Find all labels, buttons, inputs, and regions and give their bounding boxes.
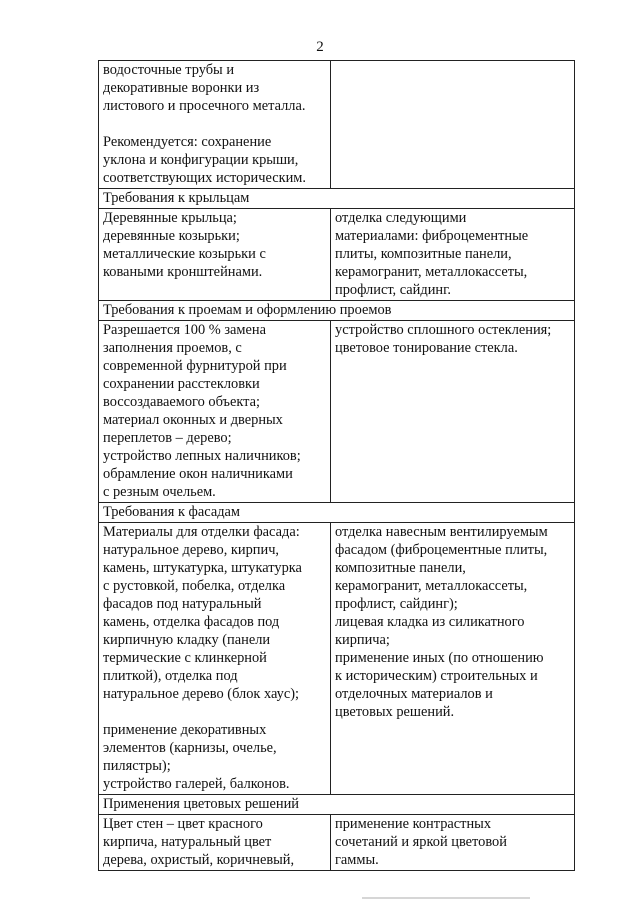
- paragraph-gap: [103, 703, 327, 721]
- section-title: Требования к фасадам: [99, 503, 575, 523]
- cell-text-line: гаммы.: [335, 852, 379, 868]
- table-row: [99, 321, 575, 503]
- cell-text-line: применение контрастных: [335, 816, 492, 832]
- cell-text-line: с рустовкой, побелка, отделка: [103, 578, 286, 594]
- cell-text-line: сочетаний и яркой цветовой: [335, 834, 507, 850]
- cell-text-line: декоративные воронки из: [103, 80, 260, 96]
- cell-text-line: пилястры);: [103, 758, 171, 774]
- cell-text-line: к историческим) строительных и: [335, 668, 538, 684]
- table-row: [99, 523, 575, 795]
- cell-text-line: соответствующих историческим.: [103, 170, 306, 186]
- cell-text-line: плиткой), отделка под: [103, 668, 238, 684]
- section-title: Требования к проемам и оформлению проемов: [99, 301, 575, 321]
- cell-text-line: натуральное дерево, кирпич,: [103, 542, 280, 558]
- cell-text-line: отделка навесным вентилируемым: [335, 524, 548, 540]
- cell-text-line: деревянные козырьки;: [103, 228, 240, 244]
- cell-text-line: профлист, сайдинг.: [335, 282, 451, 298]
- cell-text-line: профлист, сайдинг);: [335, 596, 458, 612]
- cell-text-line: Деревянные крыльца;: [103, 210, 237, 226]
- cell-text-line: заполнения проемов, с: [103, 340, 242, 356]
- prohibited-cell: [331, 209, 575, 301]
- cell-text-line: цветовых решений.: [335, 704, 455, 720]
- cell-text-line: водосточные трубы и: [103, 62, 235, 78]
- cell-text-line: воссоздаваемого объекта;: [103, 394, 261, 410]
- cell-text-line: применение декоративных: [103, 722, 267, 738]
- cell-text-line: композитные панели,: [335, 560, 466, 576]
- cell-text-line: листового и просечного металла.: [103, 98, 306, 114]
- cell-text-line: Материалы для отделки фасада:: [103, 524, 300, 540]
- allowed-cell: [99, 321, 331, 503]
- cell-text-line: фасадом (фиброцементные плиты,: [335, 542, 548, 558]
- cell-text-line: применение иных (по отношению: [335, 650, 544, 666]
- cell-text-line: материал оконных и дверных: [103, 412, 283, 428]
- allowed-cell: [99, 61, 331, 189]
- cell-text-line: керамогранит, металлокассеты,: [335, 264, 528, 280]
- cell-text-line: лицевая кладка из силикатного: [335, 614, 525, 630]
- cell-text-line: дерева, охристый, коричневый,: [103, 852, 295, 868]
- requirements-table: [98, 60, 575, 871]
- table-row: [99, 815, 575, 871]
- section-header-row: [99, 503, 575, 523]
- cell-text-line: устройство галерей, балконов.: [103, 776, 290, 792]
- cell-text-line: современной фурнитурой при: [103, 358, 287, 374]
- cell-text-line: сохранении расстекловки: [103, 376, 260, 392]
- cell-text-line: Рекомендуется: сохранение: [103, 134, 272, 150]
- cell-text-line: элементов (карнизы, очелье,: [103, 740, 277, 756]
- cell-text-line: уклона и конфигурации крыши,: [103, 152, 299, 168]
- cell-text-line: камень, отделка фасадов под: [103, 614, 280, 630]
- prohibited-cell: [331, 61, 575, 189]
- section-title: Применения цветовых решений: [99, 795, 575, 815]
- cell-text-line: коваными кронштейнами.: [103, 264, 263, 280]
- prohibited-cell: [331, 321, 575, 503]
- cell-text-line: керамогранит, металлокассеты,: [335, 578, 528, 594]
- prohibited-cell: [331, 815, 575, 871]
- cell-text-line: с резным очельем.: [103, 484, 216, 500]
- cell-text-line: устройство сплошного остекления;: [335, 322, 552, 338]
- cell-text-line: Цвет стен – цвет красного: [103, 816, 263, 832]
- section-header-row: [99, 301, 575, 321]
- paragraph-gap: [103, 115, 327, 133]
- cell-text-line: материалами: фиброцементные: [335, 228, 529, 244]
- cell-text-line: кирпичную кладку (панели: [103, 632, 271, 648]
- prohibited-cell: [331, 523, 575, 795]
- cell-text-line: обрамление окон наличниками: [103, 466, 293, 482]
- table-row: [99, 209, 575, 301]
- section-title: Требования к крыльцам: [99, 189, 575, 209]
- cell-text-line: переплетов – дерево;: [103, 430, 232, 446]
- cell-text-line: устройство лепных наличников;: [103, 448, 301, 464]
- allowed-cell: [99, 815, 331, 871]
- cell-text-line: натуральное дерево (блок хаус);: [103, 686, 300, 702]
- cell-text-line: кирпича;: [335, 632, 390, 648]
- cell-text-line: металлические козырьки с: [103, 246, 266, 262]
- cell-text-line: отделочных материалов и: [335, 686, 493, 702]
- allowed-cell: [99, 209, 331, 301]
- page-number: 2: [316, 39, 324, 55]
- cell-text-line: кирпича, натуральный цвет: [103, 834, 272, 850]
- cell-text-line: камень, штукатурка, штукатурка: [103, 560, 302, 576]
- table-row: [99, 61, 575, 189]
- cell-text-line: термические с клинкерной: [103, 650, 267, 666]
- cell-text-line: отделка следующими: [335, 210, 467, 226]
- section-header-row: [99, 795, 575, 815]
- cell-text-line: цветовое тонирование стекла.: [335, 340, 518, 356]
- scan-edge-mark: [362, 897, 530, 899]
- allowed-cell: [99, 523, 331, 795]
- cell-text-line: Разрешается 100 % замена: [103, 322, 267, 338]
- cell-text-line: плиты, композитные панели,: [335, 246, 512, 262]
- cell-text-line: фасадов под натуральный: [103, 596, 262, 612]
- section-header-row: [99, 189, 575, 209]
